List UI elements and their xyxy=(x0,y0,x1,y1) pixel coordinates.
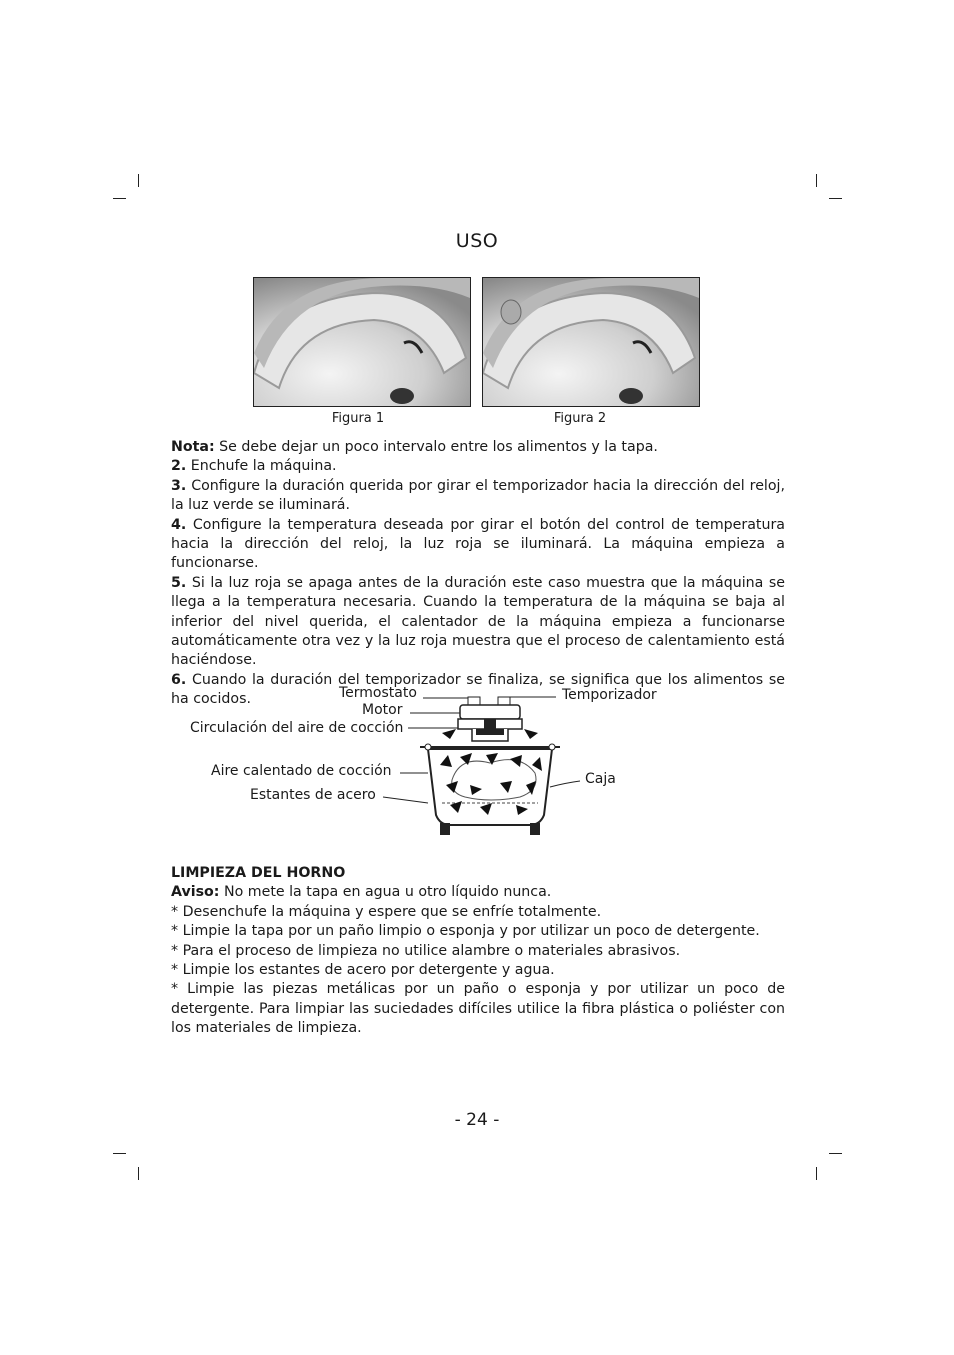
label-circulacion: Circulación del aire de cocción xyxy=(190,720,404,736)
crop-mark xyxy=(113,198,126,199)
crop-mark xyxy=(816,1167,817,1180)
oven-handle-left xyxy=(425,744,431,750)
oven-lid xyxy=(458,697,522,741)
crop-mark xyxy=(829,1153,842,1154)
figure-2-photo xyxy=(482,277,700,407)
leader-caja xyxy=(550,781,580,787)
figure-1-caption: Figura 1 xyxy=(331,411,385,426)
figure-1-photo xyxy=(253,277,471,407)
oven-diagram xyxy=(380,685,600,840)
cleaning-warning: Aviso: No mete la tapa en agua u otro líquido nunca. xyxy=(171,884,552,901)
cleaning-item: * Limpie las piezas metálicas por un paño o esponja y por utilizar un poco de detergente. Para limpiar las suciedades difíciles utilice la fibra plástica o poliéster con los materiales de limpieza. xyxy=(171,981,785,1037)
crop-mark xyxy=(113,1153,126,1154)
figure-2-caption: Figura 2 xyxy=(553,411,607,426)
leader-estantes xyxy=(383,797,428,803)
instruction-step-3: 3. Configure la duración querida por girar el temporizador hacia la dirección del reloj, la luz verde se iluminará. xyxy=(171,477,785,514)
crop-mark xyxy=(829,198,842,199)
cleaning-heading: LIMPIEZA DEL HORNO xyxy=(171,865,346,881)
cleaning-item: * Desenchufe la máquina y espere que se enfríe totalmente. xyxy=(171,903,602,920)
oven-handle-right xyxy=(549,744,555,750)
label-motor: Motor xyxy=(362,702,403,718)
label-termostato: Termostato xyxy=(339,685,417,701)
cleaning-item: * Limpie los estantes de acero por detergente y agua. xyxy=(171,962,555,979)
instruction-step-6: 6. Cuando la duración del temporizador se finaliza, se significa que los alimentos se ha cocidos. xyxy=(171,671,785,708)
cleaning-section xyxy=(171,864,785,1039)
crop-mark xyxy=(816,174,817,187)
page-number: - 24 - xyxy=(454,1110,500,1130)
usage-instructions xyxy=(171,438,785,710)
instruction-step-4: 4. Configure la temperatura deseada por girar el botón del control de temperatura hacia la dirección del reloj, la luz roja se iluminará. La máquina empieza a funcionarse. xyxy=(171,516,785,572)
cleaning-item: * Para el proceso de limpieza no utilice alambre o materiales abrasivos. xyxy=(171,942,681,959)
crop-mark xyxy=(138,1167,139,1180)
cleaning-item: * Limpie la tapa por un paño limpio o esponja y por utilizar un poco de detergente. xyxy=(171,923,760,940)
instruction-step-2: 2. Enchufe la máquina. xyxy=(171,458,337,475)
label-estantes: Estantes de acero xyxy=(250,787,376,803)
oven-foot xyxy=(440,823,450,835)
label-aire-calentado: Aire calentado de cocción xyxy=(211,763,392,779)
label-caja: Caja xyxy=(585,771,616,787)
oven-foot xyxy=(530,823,540,835)
label-temporizador: Temporizador xyxy=(562,687,657,703)
instruction-step-5: 5. Si la luz roja se apaga antes de la duración este caso muestra que la máquina se llega a la temperatura necesaria. Cuando la temperatura de la máquina se baja al inferior del nivel querida, el calentador de la máquina empieza a funcionarse automáticamente otra vez y la luz roja muestra que el proceso de calentamiento está haciéndose. xyxy=(171,574,785,669)
instruction-note: Nota: Se debe dejar un poco intervalo entre los alimentos y la tapa. xyxy=(171,439,658,455)
page-title: USO xyxy=(455,230,499,252)
crop-mark xyxy=(138,174,139,187)
